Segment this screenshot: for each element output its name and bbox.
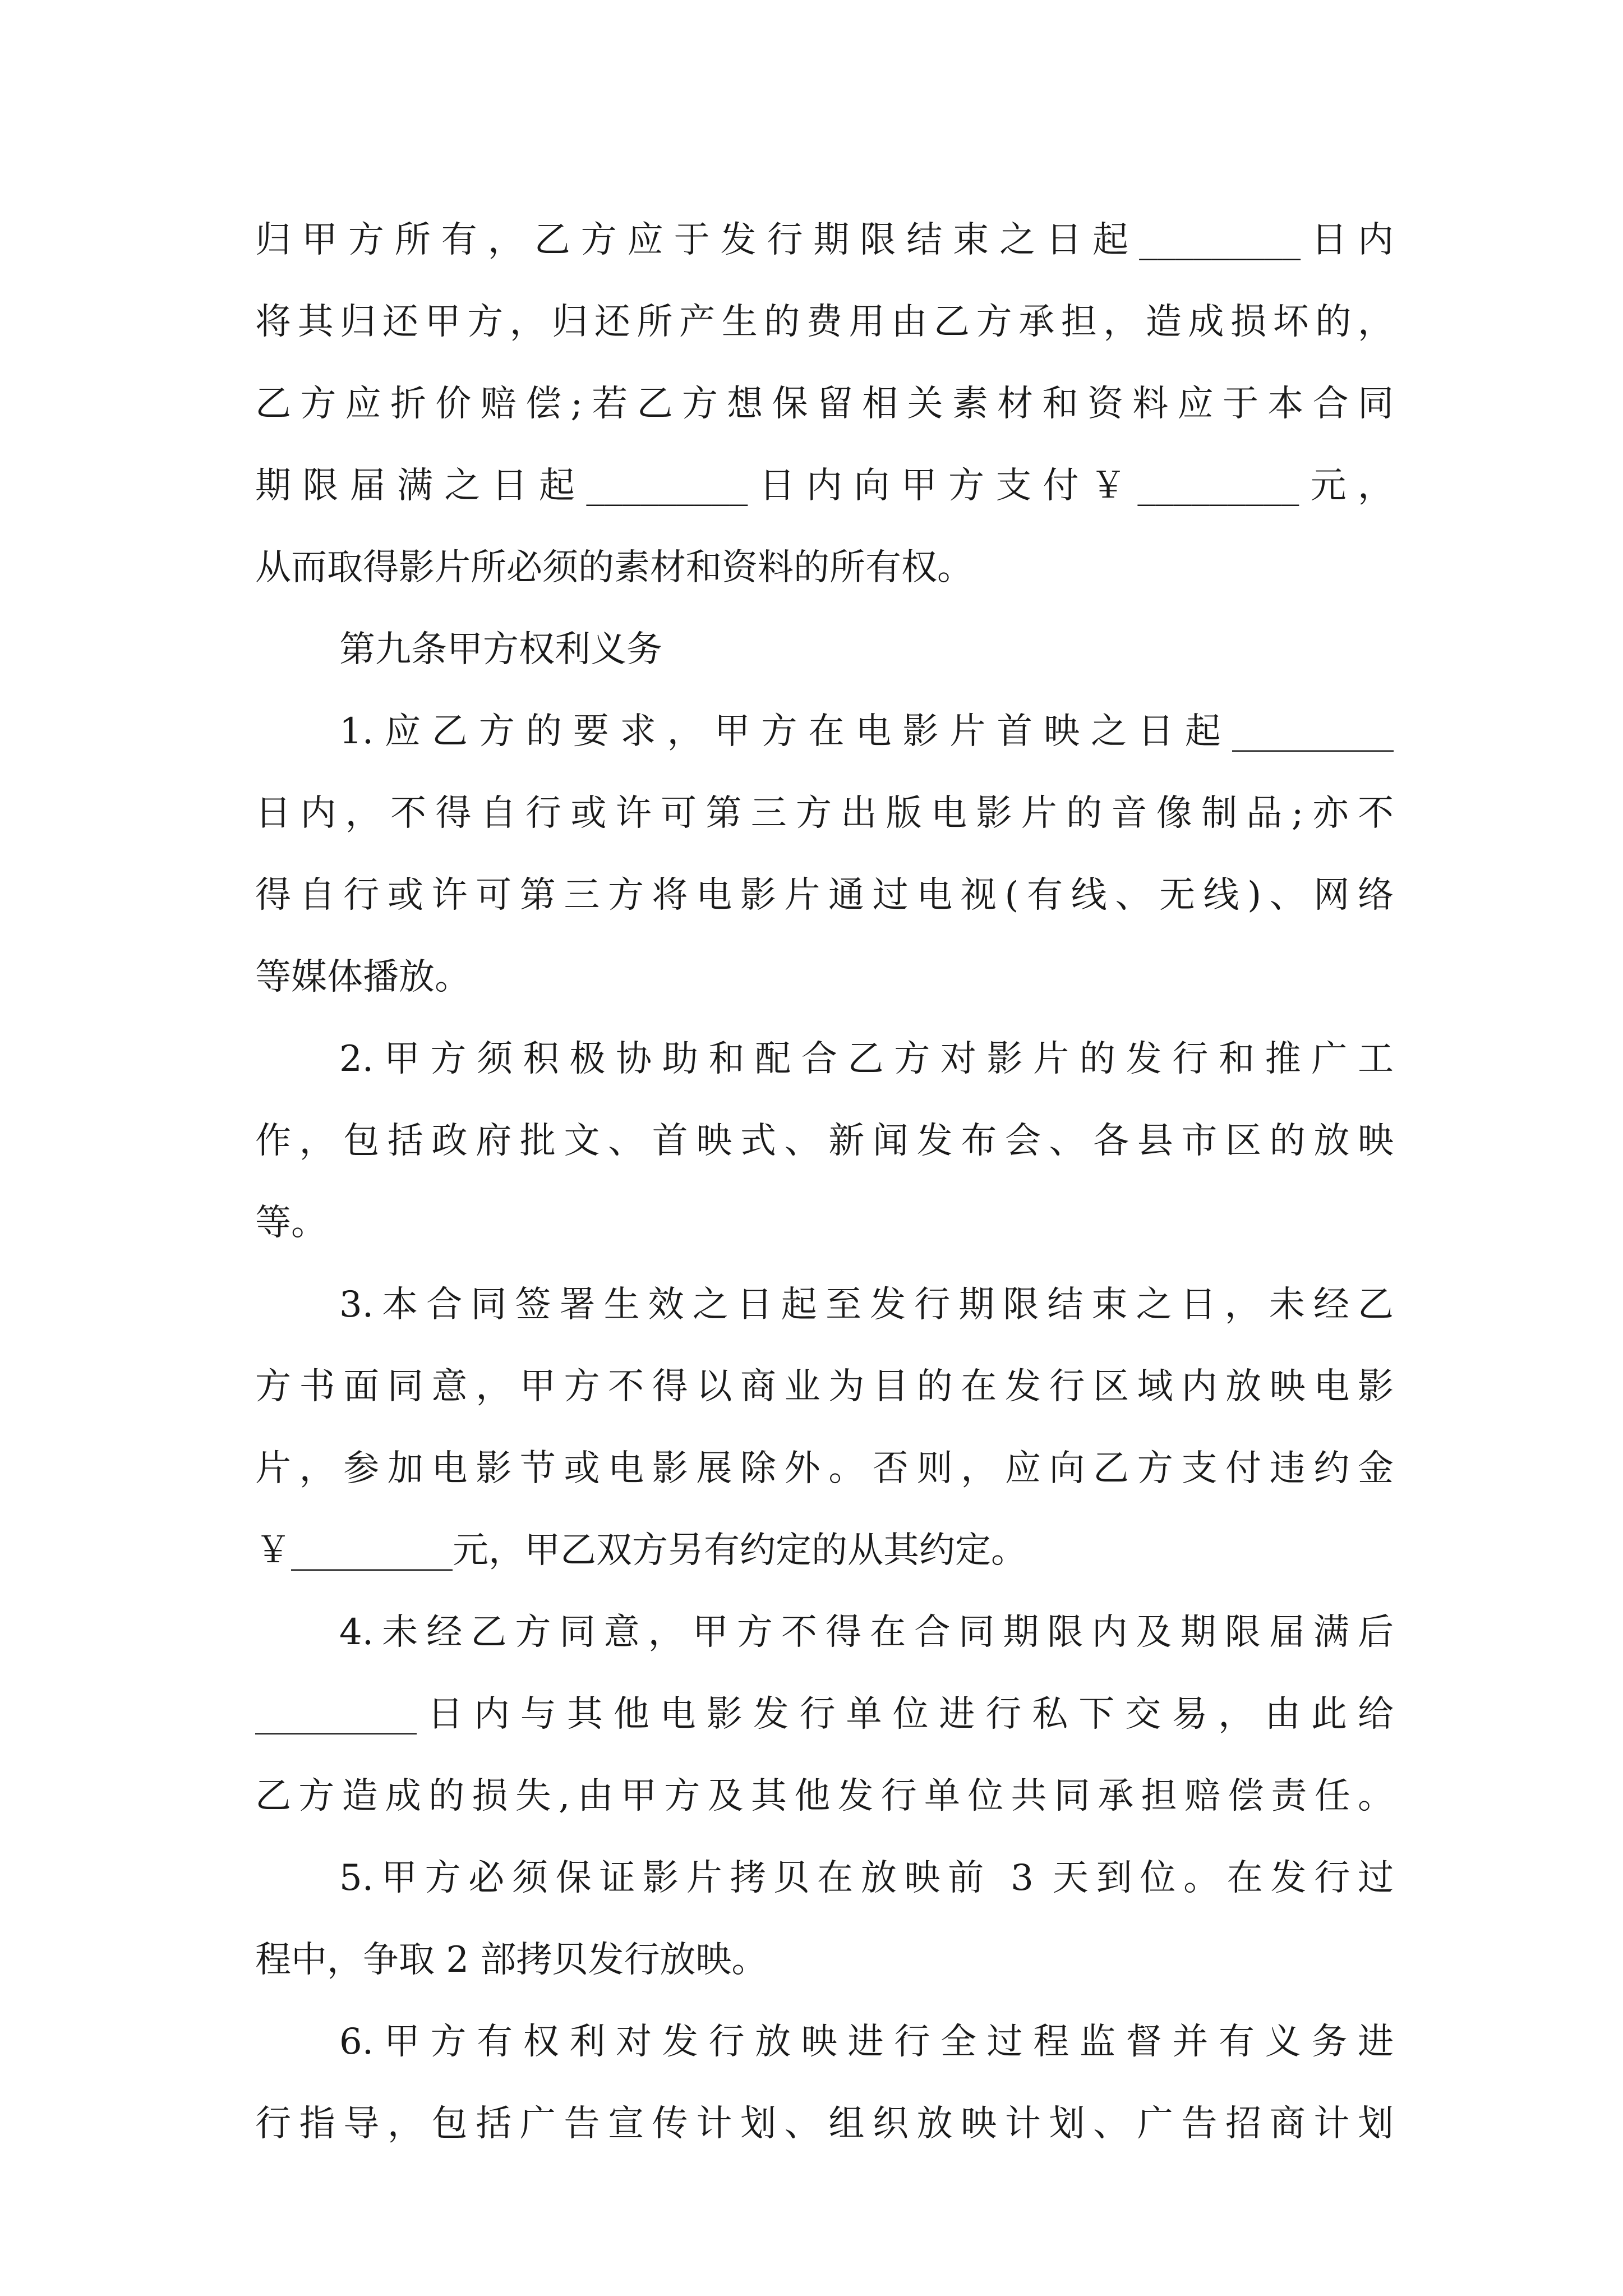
text-line: _________日内与其他电影发行单位进行私下交易，由此给 [255,1694,1394,1735]
text-line: ￥_________元，甲乙双方另有约定的从其约定。 [255,1530,1027,1571]
text-line: 归甲方所有，乙方应于发行期限结束之日起_________日内 [255,219,1394,261]
section-heading: 第九条甲方权利义务 [339,629,662,670]
text-line: 6.甲方有权利对发行放映进行全过程监督并有义务进 [339,2021,1394,2063]
text-line: 等。 [255,1202,327,1244]
text-line: 4.未经乙方同意，甲方不得在合同期限内及期限届满后 [339,1612,1394,1653]
text-line: 5.甲方必须保证影片拷贝在放映前 3 天到位。在发行过 [339,1857,1394,1899]
document-body [255,199,1394,2165]
text-line: 1.应乙方的要求，甲方在电影片首映之日起_________ [339,711,1394,752]
text-line: 将其归还甲方，归还所产生的费用由乙方承担，造成损坏的， [255,301,1394,343]
text-line: 2.甲方须积极协助和配合乙方对影片的发行和推广工 [339,1038,1394,1080]
text-line: 行指导，包括广告宣传计划、组织放映计划、广告招商计划 [255,2103,1394,2145]
text-line: 方书面同意，甲方不得以商业为目的在发行区域内放映电影 [255,1366,1394,1407]
text-line: 得自行或许可第三方将电影片通过电视(有线、无线)、网络 [255,875,1394,916]
text-line: 日内，不得自行或许可第三方出版电影片的音像制品;亦不 [255,793,1394,834]
text-line: 作，包括政府批文、首映式、新闻发布会、各县市区的放映 [255,1120,1394,1162]
text-line: 从而取得影片所必须的素材和资料的所有权。 [255,547,973,588]
text-line: 程中，争取 2 部拷贝发行放映。 [255,1939,768,1981]
text-line: 乙方应折价赔偿;若乙方想保留相关素材和资料应于本合同 [255,383,1394,425]
text-line: 期限届满之日起_________日内向甲方支付￥_________元， [255,465,1394,507]
text-line: 等媒体播放。 [255,956,471,998]
text-line: 乙方造成的损失,由甲方及其他发行单位共同承担赔偿责任。 [255,1775,1394,1817]
text-line: 3.本合同签署生效之日起至发行期限结束之日，未经乙 [339,1284,1394,1326]
text-line: 片，参加电影节或电影展除外。否则，应向乙方支付违约金 [255,1448,1394,1489]
